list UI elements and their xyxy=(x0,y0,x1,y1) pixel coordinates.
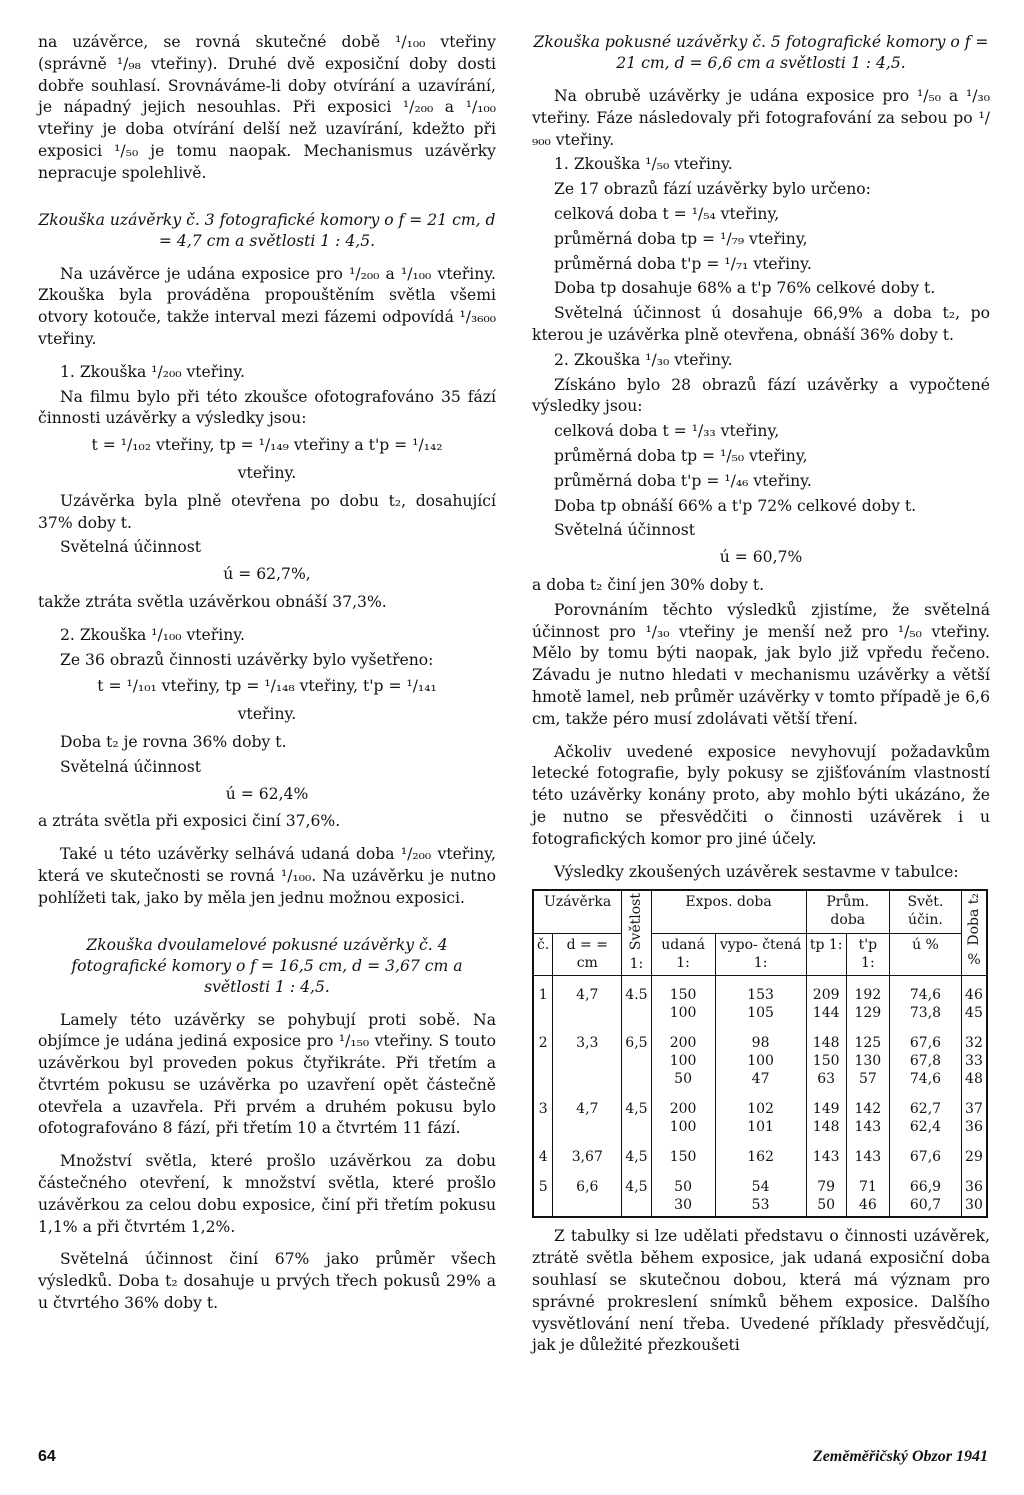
table-cell: 192 129 xyxy=(846,976,889,1025)
section-heading: Zkouška dvoulamelové pokusné uzávěrky č. 4 fotografické komory o f = 16,5 cm, d = 3,67 cm a světlosti 1 : 4,5. xyxy=(71,935,463,996)
paragraph: Doba t₂ je rovna 36% doby t. xyxy=(60,732,287,751)
table-cell: 71 46 xyxy=(846,1168,889,1217)
table-cell: 32 33 48 xyxy=(961,1024,987,1090)
table-cell: 153 105 xyxy=(715,976,806,1025)
table-cell: 148 150 63 xyxy=(806,1024,846,1090)
table-cell: 1 xyxy=(533,976,553,1025)
paragraph: Světelná účinnost xyxy=(554,521,696,540)
table-cell: 125 130 57 xyxy=(846,1024,889,1090)
table-cell: 3,67 xyxy=(553,1138,622,1168)
table-row xyxy=(533,1168,987,1217)
col-header-svetlost xyxy=(622,890,651,976)
table-body xyxy=(533,976,987,1218)
result-line: průměrná doba t'p = ¹/₄₆ vteřiny. xyxy=(554,471,812,490)
paragraph: Také u této uzávěrky selhává udaná doba ¹/₂₀₀ vteřiny, která ve skutečnosti se rovná ¹/₁₀₀. Na uzávěrku je nutno pohlížeti tak, jako by měla jen jednu možnou exposici. xyxy=(38,845,496,907)
table-cell: 142 143 xyxy=(846,1090,889,1138)
table-cell: 143 xyxy=(846,1138,889,1168)
paragraph: Na filmu bylo při této zkoušce ofotografováno 35 fází činnosti uzávěrky a výsledky jsou: xyxy=(38,387,496,428)
table-cell: 29 xyxy=(961,1138,987,1168)
svetlost-unit: 1: xyxy=(629,956,644,973)
table-cell: 150 xyxy=(651,1138,715,1168)
paragraph: a doba t₂ činí jen 30% doby t. xyxy=(532,575,765,594)
formula: vteřiny. xyxy=(237,463,297,482)
col-header-d: d = = cm xyxy=(553,933,622,976)
table-cell: 66,9 60,7 xyxy=(889,1168,961,1217)
table-cell: 200 100 50 xyxy=(651,1024,715,1090)
table-cell: 4,7 xyxy=(553,1090,622,1138)
table-row xyxy=(533,1090,987,1138)
table-cell: 98 100 47 xyxy=(715,1024,806,1090)
table-cell: 4,7 xyxy=(553,976,622,1025)
table-cell: 2 xyxy=(533,1024,553,1090)
col-header-uzaverka: Uzávěrka xyxy=(533,890,622,933)
result-line: celková doba t = ¹/₅₄ vteřiny, xyxy=(554,204,780,223)
table-cell: 149 148 xyxy=(806,1090,846,1138)
col-header-vypoctena: vypo- čtená 1: xyxy=(715,933,806,976)
journal-title: Zeměměřičský Obzor 1941 xyxy=(812,1448,988,1465)
table-cell: 54 53 xyxy=(715,1168,806,1217)
table-cell: 143 xyxy=(806,1138,846,1168)
paragraph: Porovnáním těchto výsledků zjistíme, že světelná účinnost pro ¹/₃₀ vteřiny je menší než pro ¹/₅₀ vteřiny. Mělo by tomu býti naopak, jak bylo již vpředu řečeno. Závadu je nutno hledati v mechanismu uzávěrky a větší hmotě lamel, neb průměr uzávěrky v tomto případě je 6,6 cm, takže péro musí zdolávati větší tření. xyxy=(532,600,990,728)
paragraph: 2. Zkouška ¹/₃₀ vteřiny. xyxy=(554,350,733,369)
table-cell: 67,6 xyxy=(889,1138,961,1168)
table-row xyxy=(533,1024,987,1090)
paragraph: Ze 36 obrazů činnosti uzávěrky bylo vyšetřeno: xyxy=(60,650,434,669)
col-header-tpp: t'p 1: xyxy=(846,933,889,976)
formula: ú = 62,7%, xyxy=(223,565,311,584)
table-cell: 209 144 xyxy=(806,976,846,1025)
paragraph: Množství světla, které prošlo uzávěrkou za dobu částečného otevření, k množství světla, které prošlo uzávěrkou za celou dobu exposice, činí při třetím pokusu 1,1% a při čtvrtém 1,2%. xyxy=(38,1152,496,1236)
table-cell: 4 xyxy=(533,1138,553,1168)
table-cell: 46 45 xyxy=(961,976,987,1025)
formula: t = ¹/₁₀₂ vteřiny, tp = ¹/₁₄₉ vteřiny a t'p = ¹/₁₄₂ xyxy=(91,436,443,455)
col-header-svet-ucin: Svět. účin. xyxy=(889,890,961,933)
table-cell: 36 30 xyxy=(961,1168,987,1217)
result-line: průměrná doba tp = ¹/₅₀ vteřiny, xyxy=(554,446,808,465)
table-cell: 67,6 67,8 74,6 xyxy=(889,1024,961,1090)
table-row xyxy=(533,976,987,1025)
table-row xyxy=(533,1138,987,1168)
section-heading: Zkouška pokusné uzávěrky č. 5 fotografické komory o f = 21 cm, d = 6,6 cm a světlosti 1 : 4,5. xyxy=(533,33,989,72)
section-heading: Zkouška uzávěrky č. 3 fotografické komory o f = 21 cm, d = 4,7 cm a světlosti 1 : 4,5. xyxy=(38,210,496,250)
paragraph: Na obrubě uzávěrky je udána exposice pro ¹/₅₀ a ¹/₃₀ vteřiny. Fáze následovaly při fotografování za sebou po ¹/₉₀₀ vteřiny. xyxy=(532,87,990,149)
table-cell: 3,3 xyxy=(553,1024,622,1090)
table-cell: 162 xyxy=(715,1138,806,1168)
paragraph: 2. Zkouška ¹/₁₀₀ vteřiny. xyxy=(60,625,245,644)
svetlost-label: Světlost xyxy=(628,893,645,951)
result-line: celková doba t = ¹/₃₃ vteřiny, xyxy=(554,422,780,441)
page-number: 64 xyxy=(38,1448,56,1465)
table-cell: 37 36 xyxy=(961,1090,987,1138)
paragraph: na uzávěrce, se rovná skutečné době ¹/₁₀₀ vteřiny (správně ¹/₉₈ vteřiny). Druhé dvě exposiční doby dosti dobře souhlasí. Srovnáváme-li doby otvírání a uzavírání, je nápadný jejich nesouhlas. Při exposici ¹/₂₀₀ a ¹/₁₀₀ vteřiny je doba otvírání delší než uzavírání, kdežto při exposici ¹/₅₀ je tomu naopak. Mechanismus uzávěrky nepracuje spolehlivě. xyxy=(38,33,496,182)
paragraph: Světelná účinnost ú dosahuje 66,9% a doba t₂, po kterou je uzávěrka plně otevřena, obnáší 36% doby t. xyxy=(532,304,990,344)
table-cell: 6,6 xyxy=(553,1168,622,1217)
col-header-c: č. xyxy=(533,933,553,976)
paragraph: Na uzávěrce je udána exposice pro ¹/₂₀₀ a ¹/₁₀₀ vteřiny. Zkouška byla prováděna propouštěním světla všemi otvory kotouče, takže interval mezi fázemi odpovídá ¹/₃₆₀₀ vteřiny. xyxy=(38,264,496,348)
paragraph: 1. Zkouška ¹/₂₀₀ vteřiny. xyxy=(60,362,245,381)
table-cell: 150 100 xyxy=(651,976,715,1025)
paragraph: takže ztráta světla uzávěrkou obnáší 37,3%. xyxy=(38,592,387,611)
table-cell: 74,6 73,8 xyxy=(889,976,961,1025)
col-header-doba-t2 xyxy=(961,890,987,976)
paragraph: Uzávěrka byla plně otevřena po dobu t₂, dosahující 37% doby t. xyxy=(38,491,496,532)
table-cell: 6,5 xyxy=(622,1024,651,1090)
table-cell: 62,7 62,4 xyxy=(889,1090,961,1138)
paragraph: Získáno bylo 28 obrazů fází uzávěrky a vypočtené výsledky jsou: xyxy=(532,375,990,416)
formula: ú = 60,7% xyxy=(719,548,803,567)
table-cell: 200 100 xyxy=(651,1090,715,1138)
formula: t = ¹/₁₀₁ vteřiny, tp = ¹/₁₄₈ vteřiny, t'p = ¹/₁₄₁ xyxy=(97,677,437,696)
table-cell: 4.5 xyxy=(622,976,651,1025)
formula: ú = 62,4% xyxy=(225,784,309,803)
result-line: průměrná doba tp = ¹/₇₉ vteřiny, xyxy=(554,229,808,248)
paragraph: Ze 17 obrazů fází uzávěrky bylo určeno: xyxy=(554,180,871,199)
col-header-prum: Prům. doba xyxy=(806,890,889,933)
left-column xyxy=(38,32,496,1318)
paragraph: 1. Zkouška ¹/₅₀ vteřiny. xyxy=(554,155,733,174)
paragraph: Světelná účinnost činí 67% jako průměr všech výsledků. Doba t₂ dosahuje u prvých třech pokusů 29% a u čtvrtého 36% doby t. xyxy=(38,1250,496,1313)
col-header-u: ú % xyxy=(889,933,961,976)
results-table xyxy=(532,889,988,1218)
page-footer xyxy=(38,1448,988,1466)
col-header-udana: udaná 1: xyxy=(651,933,715,976)
paragraph: Lamely této uzávěrky se pohybují proti sobě. Na objímce je udána jediná exposice pro ¹/₁₅₀ vteřiny. S touto uzávěrkou byl proveden pokus čtyřikráte. Při třetím a čtvrtém pokusu se uzávěrka po uzavření opět částečně otevřela a uzavřela. Při prvém a druhém pokusu bylo ofotografováno 8 fází, při třetím 10 a čtvrtém 11 fází. xyxy=(38,1010,496,1138)
table-cell: 79 50 xyxy=(806,1168,846,1217)
paragraph: Doba tp dosahuje 68% a t'p 76% celkové doby t. xyxy=(554,279,936,298)
result-line: průměrná doba t'p = ¹/₇₁ vteřiny. xyxy=(554,254,812,273)
paragraph: Doba tp obnáší 66% a t'p 72% celkové doby t. xyxy=(554,496,917,515)
paragraph: Světelná účinnost xyxy=(60,757,202,776)
paragraph: Světelná účinnost xyxy=(60,538,202,557)
paragraph: a ztráta světla při exposici činí 37,6%. xyxy=(38,812,341,831)
col-header-tp: tp 1: xyxy=(806,933,846,976)
table-cell: 3 xyxy=(533,1090,553,1138)
table-cell: 50 30 xyxy=(651,1168,715,1217)
doba-t2-label: Doba t₂ xyxy=(965,893,982,946)
table-cell: 4,5 xyxy=(622,1090,651,1138)
doba-t2-unit: % xyxy=(967,951,981,968)
table-cell: 4,5 xyxy=(622,1138,651,1168)
paragraph: Výsledky zkoušených uzávěrek sestavme v tabulce: xyxy=(554,862,959,881)
table-cell: 102 101 xyxy=(715,1090,806,1138)
table-cell: 4,5 xyxy=(622,1168,651,1217)
col-header-expos: Expos. doba xyxy=(651,890,806,933)
paragraph: Z tabulky si lze udělati představu o činnosti uzávěrek, ztrátě světla během exposice, jak udaná exposiční doba souhlasí se skutečnou dobou, která má význam pro správné prokreslení snímků během exposice. Dalšího vysvětlování není třeba. Uvedené příklady přesvědčují, jak je důležité přezkoušeti xyxy=(532,1227,990,1355)
right-column xyxy=(532,32,990,1360)
paragraph: Ačkoliv uvedené exposice nevyhovují požadavkům letecké fotografie, byly pokusy se zjišťováním vlastností této uzávěrky konány proto, aby mohlo býti ukázáno, že je nutno se přesvědčiti o činnosti uzávěrek i u fotografických komor pro jiné účely. xyxy=(532,742,990,848)
formula: vteřiny. xyxy=(237,705,297,724)
table-cell: 5 xyxy=(533,1168,553,1217)
